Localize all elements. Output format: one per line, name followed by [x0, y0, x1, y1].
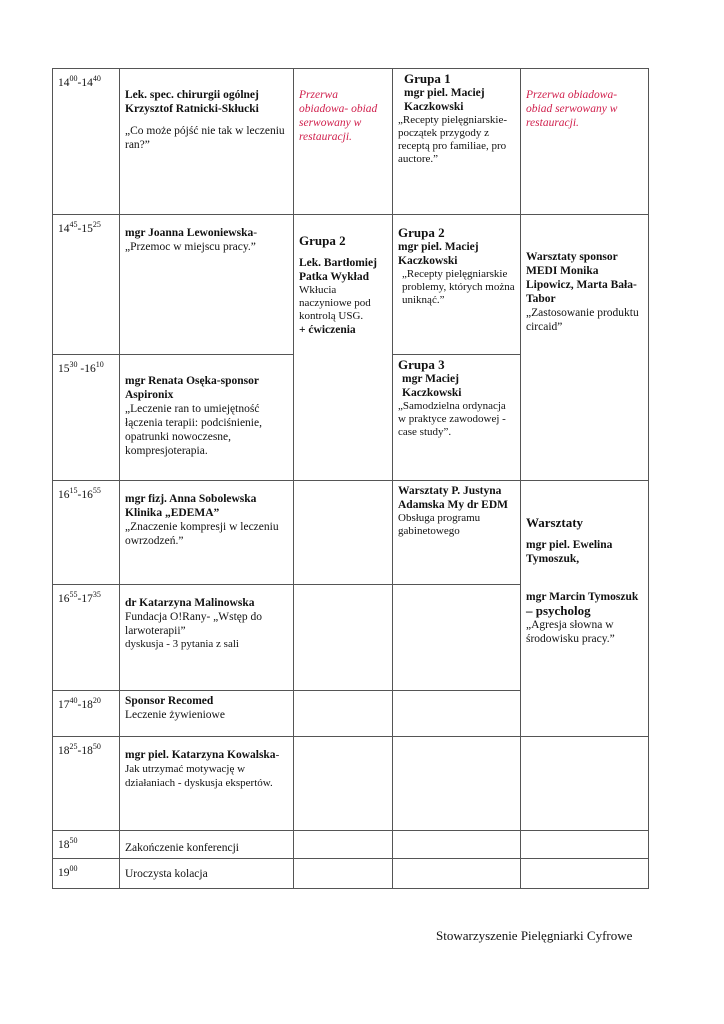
- speaker-name: dr Katarzyna Malinowska: [125, 597, 255, 609]
- speaker-name: Sponsor Recomed: [125, 695, 214, 707]
- speaker-name: mgr Maciej Kaczkowski: [402, 373, 462, 399]
- session-topic: „Znaczenie kompresji w leczeniu owrzodzeń.”: [125, 521, 279, 547]
- speaker-name: Lek. spec. chirurgii ogólnej Krzysztof Ratnicki-Skłucki: [125, 89, 259, 115]
- lunch-break-text: Przerwa obiadowa- obiad serwowany w restauracji.: [526, 89, 618, 129]
- time-cell: $19^{00}$: [53, 859, 120, 889]
- workshop-title: Warsztaty P. Justyna Adamska My dr EDM: [398, 485, 509, 511]
- session-cell: [120, 691, 294, 737]
- empty-cell: [294, 831, 393, 859]
- time-cell: $16^{15}-16^{55}$: [53, 481, 120, 585]
- session-cell: [120, 585, 294, 691]
- table-row: [53, 831, 649, 859]
- time-cell: $15^{30}$ $-16^{10}$: [53, 355, 120, 481]
- break-cell: [294, 69, 393, 215]
- speaker-name: mgr Renata Osęka-sponsor Aspironix: [125, 375, 259, 401]
- empty-cell: [393, 691, 521, 737]
- speaker-name: mgr piel. Maciej Kaczkowski: [398, 241, 479, 267]
- group-label: Grupa 1: [404, 71, 451, 86]
- session-topic: „Agresja słowna w środowisku pracy.”: [526, 619, 615, 645]
- group-cell: [393, 215, 521, 355]
- group-label: Grupa 3: [398, 357, 445, 372]
- session-topic: Obsługa programu gabinetowego: [398, 512, 481, 537]
- session-topic: „Recepty pielęgniarskie problemy, których można uniknąć.”: [402, 268, 515, 306]
- break-cell: [521, 69, 649, 215]
- session-extra: + ćwiczenia: [299, 324, 356, 336]
- empty-cell: [393, 831, 521, 859]
- speaker-role: – psycholog: [526, 603, 591, 618]
- session-cell: [120, 69, 294, 215]
- session-topic: „Leczenie ran to umiejętność łączenia terapii: podciśnienie, opatrunki nowoczesne, kompresjoterapia.: [125, 403, 262, 457]
- group-label: Grupa 2: [299, 233, 346, 248]
- group-cell: [393, 69, 521, 215]
- session-cell: [120, 481, 294, 585]
- table-row: [53, 481, 649, 585]
- session-topic: - Jak utrzymać motywację w działaniach - dyskusja ekspertów.: [125, 749, 280, 789]
- empty-cell: [294, 691, 393, 737]
- empty-cell: [393, 737, 521, 831]
- empty-cell: [294, 737, 393, 831]
- session-topic: Fundacja O!Rany- „Wstęp do larwoterapii”: [125, 611, 263, 637]
- speaker-name: mgr Joanna Lewoniewska: [125, 227, 254, 239]
- time-cell: $14^{45}-15^{25}$: [53, 215, 120, 355]
- session-cell: mgr Joanna Lewoniewska- „Przemoc w miejscu pracy.”: [120, 215, 294, 355]
- session-topic: „Co może pójść nie tak w leczeniu ran?”: [125, 125, 285, 151]
- workshop-cell: [393, 481, 521, 585]
- empty-cell: [294, 585, 393, 691]
- session-topic: Leczenie żywieniowe: [125, 709, 225, 721]
- session-topic: „Zastosowanie produktu circaid”: [526, 307, 639, 333]
- session-cell: [120, 355, 294, 481]
- session-topic: Wkłucia naczyniowe pod kontrolą USG.: [299, 284, 371, 322]
- empty-cell: [393, 585, 521, 691]
- empty-cell: [294, 859, 393, 889]
- time-cell: $18^{50}$: [53, 831, 120, 859]
- time-cell: $14^{00}-14^{40}$: [53, 69, 120, 215]
- empty-cell: [521, 831, 649, 859]
- closing-cell: Zakończenie konferencji: [120, 831, 294, 859]
- schedule-table: [52, 68, 649, 889]
- session-note: dyskusja - 3 pytania z sali: [125, 638, 239, 650]
- table-row: [53, 69, 649, 215]
- table-row: [53, 737, 649, 831]
- speaker-name: mgr piel. Maciej Kaczkowski: [404, 87, 485, 113]
- speaker-name: mgr fizj. Anna Sobolewska Klinika „EDEMA”: [125, 493, 257, 519]
- workshop-cell: [521, 215, 649, 481]
- empty-cell: [294, 481, 393, 585]
- session-cell: [120, 737, 294, 831]
- workshop-title: Warsztaty sponsor MEDI Monika Lipowicz, Marta Bała- Tabor: [526, 251, 637, 305]
- speaker-name: mgr Marcin Tymoszuk: [526, 591, 639, 603]
- session-topic: „Recepty pielęgniarskie- początek przygody z receptą pro familiae, pro auctore.”: [398, 114, 508, 165]
- workshop-cell: [521, 481, 649, 737]
- time-cell: $17^{40}-18^{20}$: [53, 691, 120, 737]
- session-topic: „Samodzielna ordynacja w praktyce zawodowej - case study”.: [398, 400, 506, 438]
- workshop-title: Warsztaty: [526, 515, 584, 530]
- group-cell: [393, 355, 521, 481]
- speaker-name: mgr piel. Ewelina Tymoszuk,: [526, 539, 613, 565]
- empty-cell: [393, 859, 521, 889]
- time-cell: $18^{25}-18^{50}$: [53, 737, 120, 831]
- group-cell: [294, 215, 393, 481]
- table-row: [53, 215, 649, 355]
- organization-footer: Stowarzyszenie Pielęgniarki Cyfrowe: [436, 928, 633, 943]
- dinner-cell: Uroczysta kolacja: [120, 859, 294, 889]
- lunch-break-text: Przerwa obiadowa- obiad serwowany w restauracji.: [299, 89, 378, 143]
- group-label: Grupa 2: [398, 225, 445, 240]
- empty-cell: [521, 737, 649, 831]
- speaker-name: mgr piel. Katarzyna Kowalska: [125, 749, 276, 761]
- speaker-name: Lek. Bartłomiej Patka Wykład: [299, 257, 377, 283]
- session-topic: „Przemoc w miejscu pracy.”: [125, 241, 256, 253]
- empty-cell: [521, 859, 649, 889]
- table-row: [53, 859, 649, 889]
- time-cell: $16^{55}-17^{35}$: [53, 585, 120, 691]
